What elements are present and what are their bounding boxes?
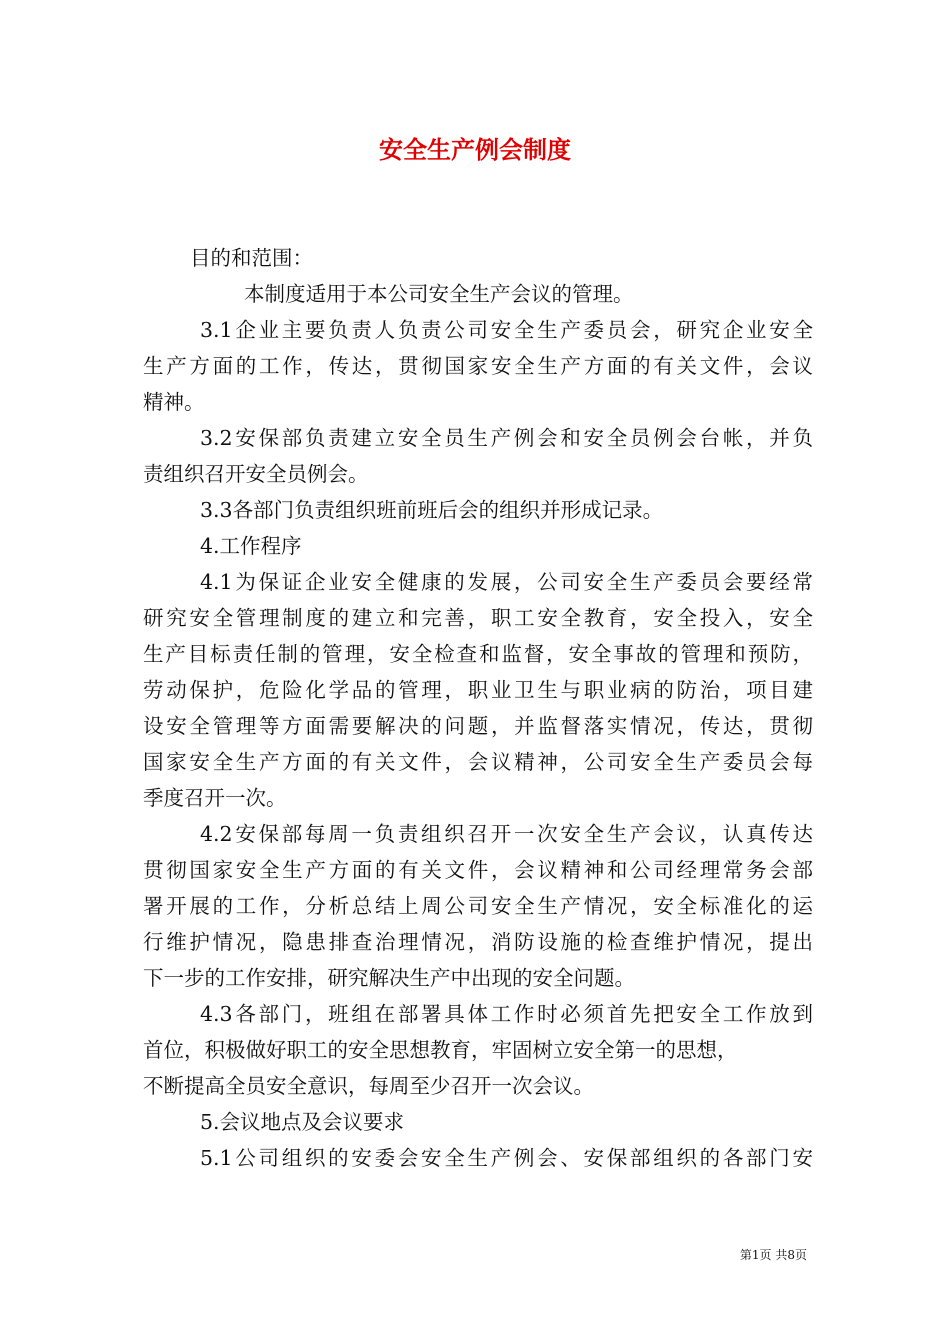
paragraph-line: 3.3各部门负责组织班前班后会的组织并形成记录。 xyxy=(200,498,664,522)
paragraph-line: 季度召开一次。 xyxy=(143,786,287,810)
paragraph-line: 责组织召开安全员例会。 xyxy=(143,462,369,486)
paragraph-line: 目的和范围： xyxy=(190,246,313,270)
paragraph-line: 4.1为保证企业安全健康的发展，公司安全生产委员会要经常 xyxy=(200,570,813,594)
page-number-footer: 第1页 共8页 xyxy=(739,1248,807,1262)
paragraph-line: 下一步的工作安排，研究解决生产中出现的安全问题。 xyxy=(143,966,635,990)
paragraph-line: 3.1企业主要负责人负责公司安全生产委员会，研究企业安全 xyxy=(200,318,813,342)
paragraph-line: 劳动保护，危险化学品的管理，职业卫生与职业病的防治，项目建 xyxy=(143,678,813,702)
document-title: 安全生产例会制度 xyxy=(379,136,571,164)
paragraph-line: 研究安全管理制度的建立和完善，职工安全教育，安全投入，安全 xyxy=(143,606,813,630)
paragraph-line: 国家安全生产方面的有关文件，会议精神，公司安全生产委员会每 xyxy=(143,750,813,774)
paragraph-line: 贯彻国家安全生产方面的有关文件，会议精神和公司经理常务会部 xyxy=(143,858,813,882)
paragraph-line: 精神。 xyxy=(143,390,205,414)
paragraph-line: 5.1公司组织的安委会安全生产例会、安保部组织的各部门安 xyxy=(200,1146,813,1170)
paragraph-line: 本制度适用于本公司安全生产会议的管理。 xyxy=(244,282,634,306)
section-heading: 4.工作程序 xyxy=(200,534,302,558)
paragraph-line: 署开展的工作，分析总结上周公司安全生产情况，安全标准化的运 xyxy=(143,894,813,918)
paragraph-line: 行维护情况，隐患排查治理情况，消防设施的检查维护情况，提出 xyxy=(143,930,813,954)
paragraph-line: 3.2安保部负责建立安全员生产例会和安全员例会台帐，并负 xyxy=(200,426,813,450)
paragraph-line: 不断提高全员安全意识，每周至少召开一次会议。 xyxy=(143,1074,594,1098)
paragraph-line: 4.3各部门，班组在部署具体工作时必须首先把安全工作放到 xyxy=(200,1002,813,1026)
paragraph-line: 设安全管理等方面需要解决的问题，并监督落实情况，传达，贯彻 xyxy=(143,714,813,738)
paragraph-line: 生产方面的工作，传达，贯彻国家安全生产方面的有关文件，会议 xyxy=(143,354,813,378)
section-heading: 5.会议地点及会议要求 xyxy=(200,1110,405,1134)
paragraph-line: 4.2安保部每周一负责组织召开一次安全生产会议，认真传达 xyxy=(200,822,813,846)
paragraph-line: 首位，积极做好职工的安全思想教育，牢固树立安全第一的思想， xyxy=(143,1038,738,1062)
paragraph-line: 生产目标责任制的管理，安全检查和监督，安全事故的管理和预防， xyxy=(143,642,813,666)
